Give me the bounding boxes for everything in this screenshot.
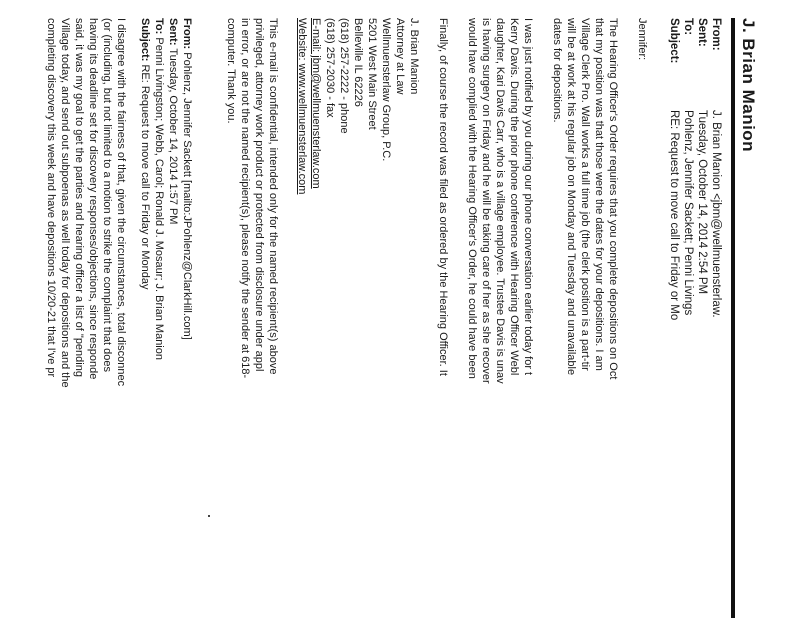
header-from-value: J. Brian Manion <jbm@wellmuensterlaw. [710,110,722,318]
signature-line: J. Brian Manion [408,18,420,95]
forwarded-line: Village today, and send out subpoenas as well today for depositions and the [59,18,71,388]
forwarded-from-value: Pohlenz, Jennifer Sackett [mailto:JPohlenz@ClarkHill.com] [181,52,193,340]
forwarded-subject-row [138,18,152,618]
forwarded-line: (or (including, but not limited to a motion to strike the complaint that does [101,18,113,373]
forwarded-line: said, it was my goal to get the parties and hearing officer a list of "pending [73,18,85,377]
forwarded-line: completing discovery this week and have depositions 10/20-21 that I've pr [45,18,57,378]
forwarded-header [138,18,194,618]
signature-line: (618) 257-2222 - phone [338,18,350,134]
paragraph-line: would have complied with the Hearing Officer's Order, he could have been [466,18,478,379]
signature-website-link[interactable]: Website: www.wellmuensterlaw.com [296,18,308,195]
signature-line: Belleville IL 62226 [352,18,364,107]
email-header-table [667,12,723,618]
forwarded-from-row [180,18,194,618]
forwarded-to-label: To: [153,18,165,35]
signature-line: Wellmuensterlaw Group, P.C. [380,18,392,162]
signature-line: Attorney at Law [394,18,406,95]
forwarded-line: having its deadline set for discovery responses/objections, since responde [87,18,99,380]
paragraph-line: dates for depositions. [551,18,563,123]
signature-line: (618) 257-2030 - fax [324,18,336,118]
forwarded-sent-value: Tuesday, October 14, 2014 1:57 PM [167,48,179,225]
header-to-label: To: [682,18,694,36]
email-printout [44,12,758,618]
header-sent-value: Tuesday, October 14, 2014 2:54 PM [696,110,708,295]
paragraph-line: Kerry Davis. During the prior phone conference with Hearing Officer Webl [508,18,520,376]
sender-title: J. Brian Manion [739,18,758,153]
scan-speck [208,515,210,517]
forwarded-to-value: Penni Livingston; Webb, Carol; Ronald J. Mosaur; J. Brian Manion [153,37,165,360]
header-rule [731,18,735,618]
paragraph-1 [550,18,620,618]
confidentiality-notice [224,18,280,618]
forwarded-subject-value: RE: Request to move call to Friday or Monday [139,64,151,290]
header-sent-row [695,12,709,618]
paragraph-line: is having surgery on Friday and he will be taking care of her as she recover [480,18,492,384]
notice-line: computer. Thank you. [225,18,237,124]
notice-line: privileged, attorney work product or protected from disclosure under appl [253,18,265,372]
paragraph-line: Village Clerk Pro. Wall works a full time job (the clerk position is a part-tir [579,18,591,371]
paragraph-line: Finally, of course the record was filed as ordered by the Hearing Officer. It [437,18,449,376]
forwarded-subject-label: Subject: [139,18,151,62]
forwarded-line: I disagree with the fairness of that, given the circumstances, total disconnec [115,18,127,387]
paragraph-3 [436,18,450,618]
header-from-row [709,12,723,618]
email-body [44,18,649,618]
paragraph-line: The Hearing Officer's Order requires that you complete depositions on Oct [607,18,619,380]
greeting: Jennifer: [636,18,648,61]
paragraph-line: I was just notified by you during our phone conversation earlier today for t [522,18,534,376]
notice-line: This e-mail is confidential, intended only for the named recipient(s) above [267,18,279,375]
forwarded-sent-row [166,18,180,618]
paragraph-line: that my position was that those were the dates for your depositions. I am [593,18,605,371]
signature-email-link[interactable]: E-mail: jbm@wellmuensterlaw.com [310,18,322,189]
forwarded-from-label: From: [181,18,193,50]
forwarded-to-row [152,18,166,618]
forwarded-sent-label: Sent: [167,18,179,46]
header-to-value: Pohlenz, Jennifer Sackett; Penni Livings [682,110,694,316]
forwarded-body [44,18,128,618]
paragraph-line: daughter, Kari Davis Carr, who is a village employee. Trustee Davis is unav [494,18,506,384]
notice-line: in error, or are not the named recipient(s), please notify the sender at 618- [239,18,251,379]
header-sent-label: Sent: [696,18,708,47]
header-subject-label: Subject: [668,18,680,64]
header-subject-value: RE: Request to move call to Friday or Mo [668,110,680,321]
header-to-row [681,12,695,618]
signature-line: 5201 West Main Street [366,18,378,130]
paragraph-line: will be at work at his regular job on Monday and Tuesday and unavailable [565,18,577,376]
header-from-label: From: [710,18,722,51]
header-subject-row [667,12,681,618]
paragraph-2 [465,18,535,618]
signature-block [295,18,421,618]
